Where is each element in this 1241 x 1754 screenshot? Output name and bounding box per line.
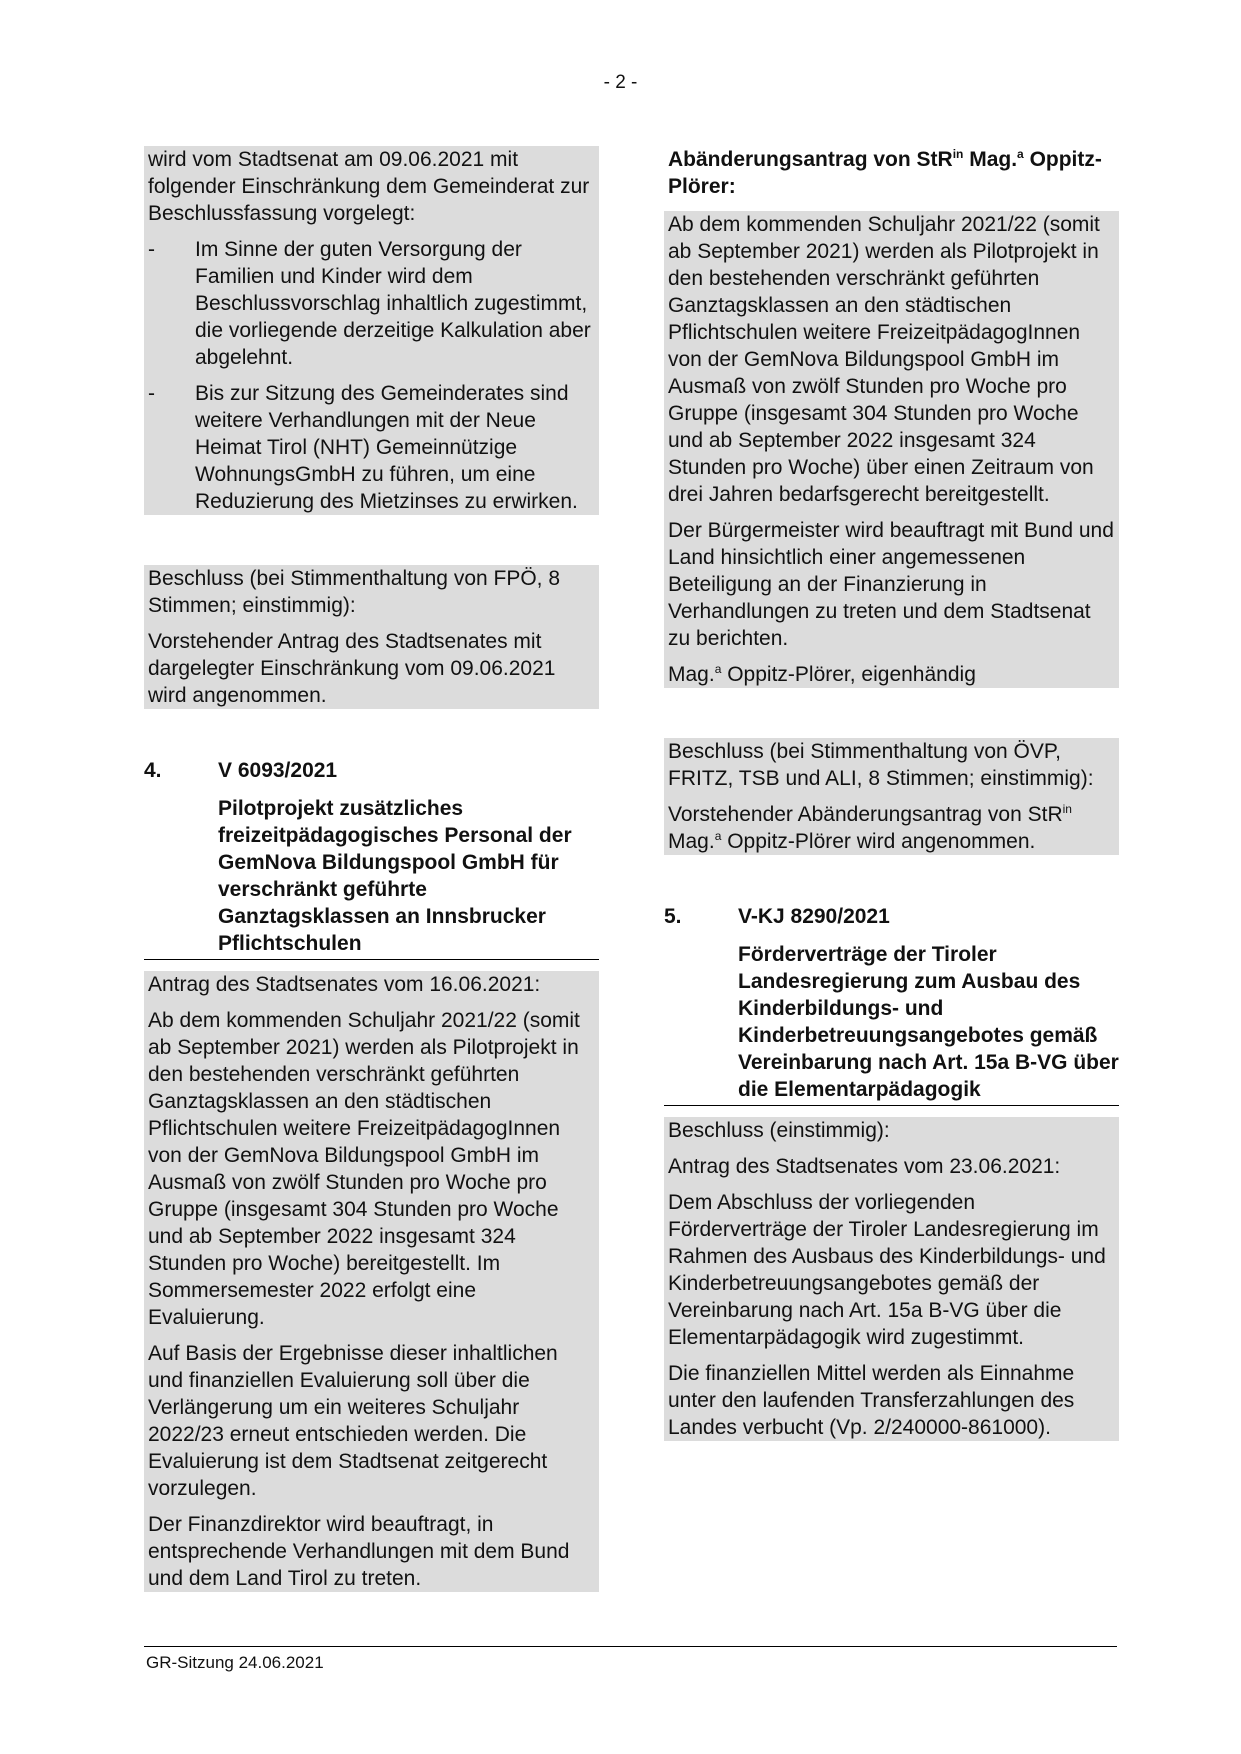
item-header — [664, 903, 1119, 930]
motion-heading: Antrag des Stadtsenates vom 23.06.2021: — [668, 1155, 1061, 1178]
page-number: - 2 - — [603, 72, 638, 93]
condition-list — [148, 236, 595, 515]
list-item: - Bis zur Sitzung des Gemeinderates sind weitere Verhandlungen mit der Neue Heimat Tirol (NHT) Gemeinnützige WohnungsGmbH zu führen, um eine Reduzierung des Mietzinses zu erwirken. — [148, 382, 578, 513]
resolution-heading: Beschluss (einstimmig): — [668, 1119, 890, 1142]
item-number: 4. — [144, 759, 162, 782]
resolution-heading: Beschluss (bei Stimmenthaltung von FPÖ, 8 Stimmen; einstimmig): — [148, 567, 561, 617]
motion-paragraph: Der Finanzdirektor wird beauftragt, in entsprechende Verhandlungen mit dem Bund und dem Land Tirol zu treten. — [148, 1513, 570, 1590]
motion-block — [144, 971, 599, 1592]
list-item: - Im Sinne der guten Versorgung der Familien und Kinder wird dem Beschlussvorschlag inhaltlich zugestimmt, die vorliegende derzeitige Kalkulation aber abgelehnt. — [148, 238, 591, 369]
resolution-block — [144, 565, 599, 709]
motion-paragraph: Dem Abschluss der vorliegenden Förderverträge der Tiroler Landesregierung im Rahmen des Ausbaus des Kinderbildungs- und Kinderbetreuungsangebotes gemäß der Vereinbarung nach Art. 15a B-VG über die Elementarpädagogik wird zugestimmt. — [668, 1191, 1106, 1349]
motion-paragraph: Ab dem kommenden Schuljahr 2021/22 (somit ab September 2021) werden als Pilotprojekt in den bestehenden verschränkt geführten Ganztagsklassen an den städtischen Pflichtschulen weitere FreizeitpädagogInnen von der GemNova Bildungspool GmbH im Ausmaß von zwölf Stunden pro Woche pro Gruppe (insgesamt 304 Stunden pro Woche und ab September 2022 insgesamt 324 Stunden pro Woche) bereitgestellt. Im Sommersemester 2022 erfolgt eine Evaluierung. — [148, 1009, 580, 1329]
footer-divider — [144, 1646, 1117, 1647]
amendment-block — [664, 211, 1119, 688]
motion-paragraph: Auf Basis der Ergebnisse dieser inhaltlichen und finanziellen Evaluierung soll über die Verlängerung um ein weiteres Schuljahr 2022/23 erneut entschieden werden. Die Evaluierung ist dem Stadtsenat zeitgerecht vorzulegen. — [148, 1342, 558, 1500]
amendment-heading: Abänderungsantrag von StR$^{in}$ Mag.$^a$ Oppitz-Plörer: — [668, 147, 1102, 198]
resolution-block — [664, 738, 1119, 855]
item-title: Förderverträge der Tiroler Landesregierung zum Ausbau des Kinderbildungs- und Kinderbetreuungsangebotes gemäß Vereinbarung nach Art. 15a B-VG über die Elementarpädagogik — [664, 941, 1119, 1106]
agenda-item-5 — [664, 903, 1119, 1106]
item-reference: V 6093/2021 — [218, 759, 338, 782]
amendment-paragraph: Ab dem kommenden Schuljahr 2021/22 (somit ab September 2021) werden als Pilotprojekt in den bestehenden verschränkt geführten Ganztagsklassen an den städtischen Pflichtschulen weitere FreizeitpädagogInnen von der GemNova Bildungspool GmbH im Ausmaß von zwölf Stunden pro Woche pro Gruppe (insgesamt 304 Stunden pro Woche und ab September 2022 insgesamt 324 Stunden pro Woche) über einen Zeitraum von drei Jahren bedarfsgerecht bereitgestellt. — [668, 213, 1100, 506]
amendment-signature: Mag.$^a$ Oppitz-Plörer, eigenhändig — [668, 662, 976, 686]
agenda-item-4 — [144, 757, 599, 960]
resolution-text: Vorstehender Antrag des Stadtsenates mit dargelegter Einschränkung vom 09.06.2021 wird angenommen. — [148, 630, 556, 707]
item-header — [144, 757, 599, 784]
motion-heading: Antrag des Stadtsenates vom 16.06.2021: — [148, 973, 541, 996]
intro-text: wird vom Stadtsenat am 09.06.2021 mit folgender Einschränkung dem Gemeinderat zur Beschlussfassung vorgelegt: — [148, 148, 590, 225]
item-number: 5. — [664, 905, 682, 928]
amendment-paragraph: Der Bürgermeister wird beauftragt mit Bund und Land hinsichtlich einer angemessenen Beteiligung an der Finanzierung in Verhandlungen zu treten und dem Stadtsenat zu berichten. — [668, 519, 1114, 650]
resolution-text: Vorstehender Abänderungsantrag von StR$^{in}$ Mag.$^a$ Oppitz-Plörer wird angenommen. — [668, 802, 1072, 853]
intro-block — [144, 146, 599, 515]
item5-block — [664, 1117, 1119, 1441]
motion-paragraph: Die finanziellen Mittel werden als Einnahme unter den laufenden Transferzahlungen des Landes verbucht (Vp. 2/240000-861000). — [668, 1362, 1075, 1439]
right-column — [664, 146, 1119, 1441]
footer-text: GR-Sitzung 24.06.2021 — [146, 1653, 324, 1672]
item-title: Pilotprojekt zusätzliches freizeitpädagogisches Personal der GemNova Bildungspool GmbH für verschränkt geführte Ganztagsklassen an Innsbrucker Pflichtschulen — [144, 795, 599, 960]
resolution-heading: Beschluss (bei Stimmenthaltung von ÖVP, FRITZ, TSB und ALI, 8 Stimmen; einstimmig): — [668, 740, 1094, 790]
item-reference: V-KJ 8290/2021 — [738, 905, 890, 928]
left-column — [144, 146, 599, 1592]
